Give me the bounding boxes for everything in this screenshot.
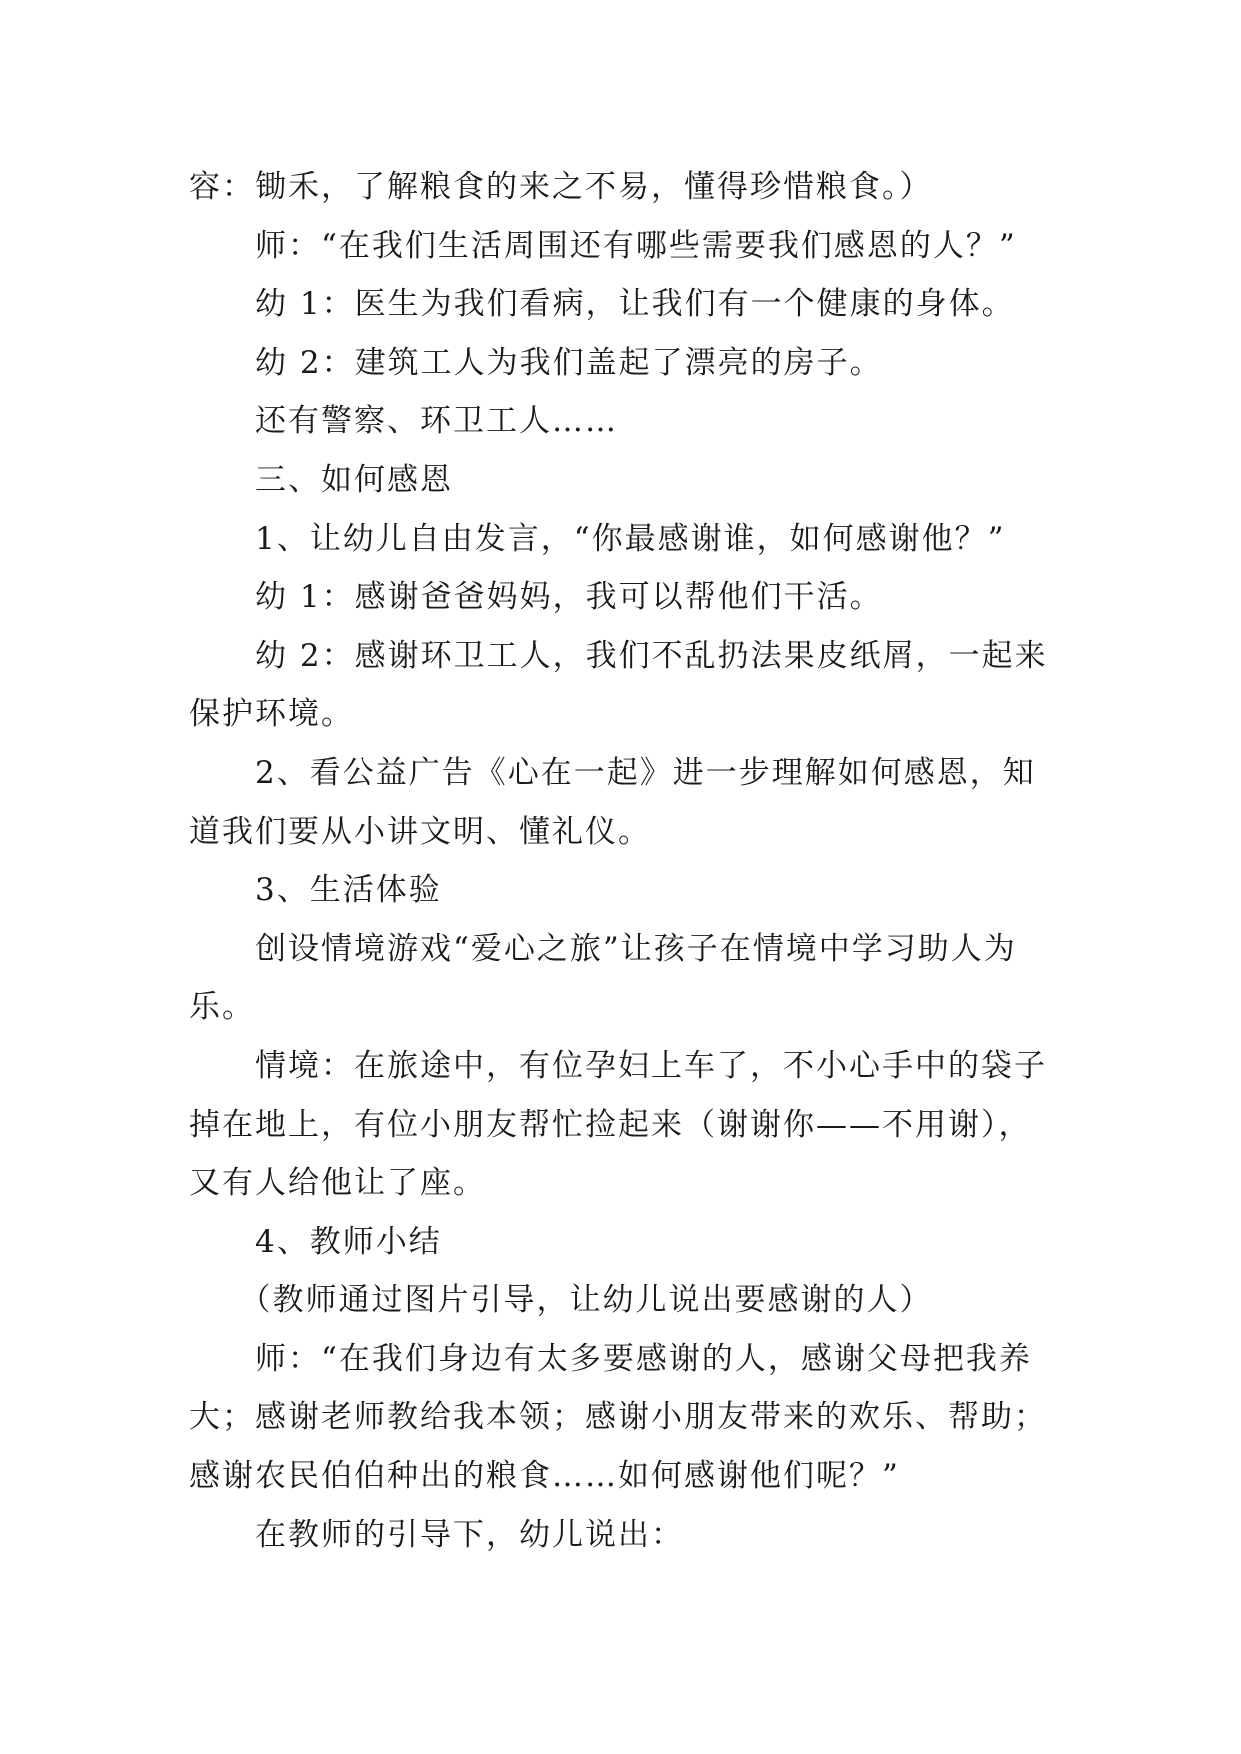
document-body [189, 158, 1049, 1564]
text-line: 幼 1：医生为我们看病，让我们有一个健康的身体。 [189, 286, 1015, 323]
text-line: 大；感谢老师教给我本领；感谢小朋友带来的欢乐、帮助； [189, 1399, 1047, 1436]
text-line: 幼 1：感谢爸爸妈妈，我可以帮他们干活。 [189, 579, 883, 616]
text-line: 2、看公益广告《心在一起》进一步理解如何感恩，知 [189, 754, 1036, 791]
text-line: 保护环境。 [189, 696, 354, 733]
text-line: 情境：在旅途中，有位孕妇上车了，不小心手中的袋子 [189, 1047, 1047, 1084]
text-line: （教师通过图片引导，让幼儿说出要感谢的人） [189, 1282, 933, 1319]
text-line: 幼 2：感谢环卫工人，我们不乱扔法果皮纸屑，一起来 [189, 637, 1048, 674]
text-line: 在教师的引导下，幼儿说出： [189, 1516, 684, 1553]
section-heading: 3、生活体验 [189, 872, 442, 909]
text-line: 1、让幼儿自由发言，“你最感谢谁，如何感谢他？” [189, 520, 1006, 557]
text-line: 创设情境游戏“爱心之旅”让孩子在情境中学习助人为 [189, 930, 1017, 967]
text-line: 师：“在我们生活周围还有哪些需要我们感恩的人？” [189, 227, 1017, 264]
text-line: 乐。 [189, 989, 255, 1026]
text-line: 掉在地上，有位小朋友帮忙捡起来（谢谢你——不用谢）， [189, 1106, 1032, 1143]
text-line: 又有人给他让了座。 [189, 1165, 486, 1202]
text-line: 道我们要从小讲文明、懂礼仪。 [189, 813, 651, 850]
text-line: 容：锄禾，了解粮食的来之不易，懂得珍惜粮食。） [189, 169, 933, 205]
section-heading: 4、教师小结 [189, 1223, 442, 1260]
section-heading: 三、如何感恩 [189, 461, 453, 498]
text-line: 感谢农民伯伯种出的粮食……如何感谢他们呢？” [189, 1458, 900, 1495]
text-line: 师：“在我们身边有太多要感谢的人，感谢父母把我养 [189, 1340, 1032, 1377]
text-line: 还有警察、环卫工人…… [189, 403, 618, 440]
text-line: 幼 2：建筑工人为我们盖起了漂亮的房子。 [189, 344, 883, 381]
